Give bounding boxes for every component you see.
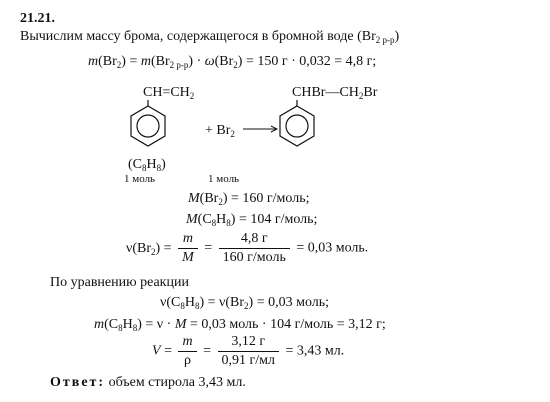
bromine-mass-equation: $m(Br_2) = m(Br_{2 р-р}) \cdot \omega(Br_2) = 150$ г · 0,032 = 4,8 г; (88, 54, 377, 70)
styrene-substituent: $CH=CH_2$ (143, 85, 195, 101)
amount-equality: $\nu(C_8H_8) = \nu(Br_2) = 0,03$ моль; (160, 295, 330, 311)
problem-number: 21.21. (20, 11, 55, 26)
mole-label-styrene: 1 моль (124, 173, 156, 185)
benzene-ring-product (277, 100, 317, 150)
bromine-reagent: + $Br_2$ (205, 123, 235, 139)
answer-label: Ответ: (50, 375, 106, 390)
amount-bromine-equation: $\nu(Br_2)$ = $\frac{m}{M}$ = $\frac{4,8 г}{\text{160 г/моль}}$ = 0,03 моль. (126, 231, 369, 265)
volume-equation: V = $\frac{m}{\rho}$ = $\frac{3,12 г}{0,91 г/мл}$ = 3,43 мл. (152, 334, 345, 368)
by-reaction-equation: По уравнению реакции (50, 275, 189, 290)
benzene-ring-reactant (128, 100, 168, 150)
molar-mass-styrene: $M(C_8H_8) = 104$ г/моль; (186, 212, 318, 228)
molar-mass-bromine: $M(Br_2) = 160$ г/моль; (188, 191, 310, 207)
reaction-arrow (243, 124, 279, 134)
intro-text: Вычислим массу брома, содержащегося в бромной воде $(Br_{2 р-р})$ (20, 29, 400, 45)
answer-text: объем стирола 3,43 мл. (105, 375, 246, 390)
answer-line (50, 376, 246, 390)
styrene-mass-equation: $m(C_8H_8) = \nu \cdot M = 0,03$ моль · 104 г/моль = 3,12 г; (94, 317, 386, 333)
product-substituent: $CHBr—CH_2Br$ (292, 85, 378, 101)
mole-label-bromine: 1 моль (208, 173, 240, 185)
styrene-formula: $(C_8H_8)$ (128, 157, 166, 173)
